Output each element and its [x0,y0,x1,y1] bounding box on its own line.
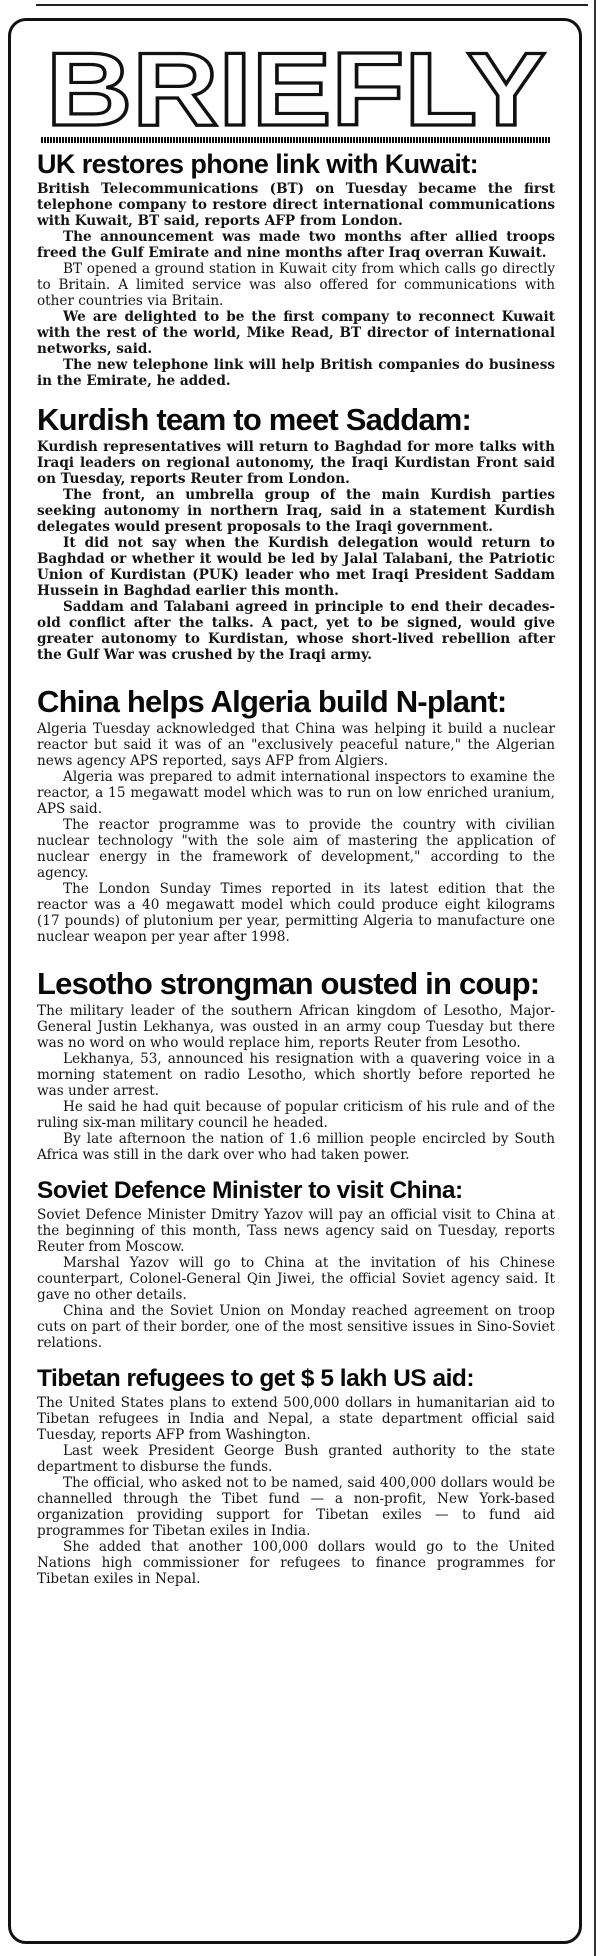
masthead-rule [41,137,551,143]
story-headline: Lesotho strongman ousted in coup: [37,966,540,1001]
story-lead: Algeria Tuesday acknowledged that China was helping it build a nuclear reactor but said it was of an "exclusively peaceful nature," the Algerian news agency APS reported, says AFP from Algiers. [37,721,555,769]
story-uk-kuwait [37,149,555,389]
story-lesotho [37,967,555,1163]
story-headline: Tibetan refugees to get $ 5 lakh US aid: [37,1365,474,1392]
story-lead: The United States plans to extend 500,000 dollars in humanitarian aid to Tibetan refugees in India and Nepal, a state department official said Tuesday, reports AFP from Washington. [37,1395,555,1443]
story-lead: Soviet Defence Minister Dmitry Yazov will pay an official visit to China at the beginning of this month, Tass news agency said on Tuesday, reports Reuter from Moscow. [37,1207,555,1255]
story-paragraph: The official, who asked not to be named, said 400,000 dollars would be channelled through the Tibet fund — a non-profit, New York-based organization providing support for Tibetan exiles — to fund aid programmes for Tibetan exiles in India. [37,1475,555,1539]
story-paragraph: The announcement was made two months after allied troops freed the Gulf Emirate and nine months after Iraq overran Kuwait. [37,229,555,261]
story-paragraph: The London Sunday Times reported in its latest edition that the reactor was a 40 megawatt model which could produce eight kilograms (17 pounds) of plutonium per year, permitting Algeria to manufacture one nuclear weapon per year after 1998. [37,881,555,945]
story-lead: British Telecommunications (BT) on Tuesday became the first telephone company to restore direct international communications with Kuwait, BT said, reports AFP from London. [37,181,555,229]
story-paragraph: Algeria was prepared to admit international inspectors to examine the reactor, a 15 megawatt model which was to run on low enriched uranium, APS said. [37,769,555,817]
story-headline: UK restores phone link with Kuwait: [37,149,479,179]
story-paragraph: Last week President George Bush granted authority to the state department to disburse the funds. [37,1443,555,1475]
story-headline: China helps Algeria build N-plant: [37,684,507,719]
story-headline: Soviet Defence Minister to visit China: [37,1177,463,1204]
story-paragraph: The new telephone link will help British companies do business in the Emirate, he added. [37,357,555,389]
story-paragraph: Saddam and Talabani agreed in principle to end their decades-old conflict after the talks. A pact, yet to be signed, would give greater autonomy to Kurdistan, whose short-lived rebellion after the Gulf War was crushed by the Iraqi army. [37,599,555,663]
story-paragraph: It did not say when the Kurdish delegation would return to Baghdad or whether it would be led by Jalal Talabani, the Patriotic Union of Kurdistan (PUK) leader who met Iraqi President Saddam Hussein in Baghdad earlier this month. [37,535,555,599]
story-paragraph: The front, an umbrella group of the main Kurdish parties seeking autonomy in northern Iraq, said in a statement Kurdish delegates would present proposals to the Iraqi government. [37,487,555,535]
story-kurdish-team [37,403,555,663]
story-paragraph: China and the Soviet Union on Monday reached agreement on troop cuts on part of their border, one of the most sensitive issues in Sino-Soviet relations. [37,1303,555,1351]
story-lead: The military leader of the southern African kingdom of Lesotho, Major-General Justin Lekhanya, was ousted in an army coup Tuesday but there was no word on who would replace him, reports Reuter from Lesotho. [37,1003,555,1051]
stories-column [37,149,555,1587]
masthead-title: BRIEFLY [46,43,546,133]
masthead-outline-title [41,43,551,133]
story-paragraph: We are delighted to be the first company to reconnect Kuwait with the rest of the world, Mike Read, BT director of international networks, said. [37,309,555,357]
story-tibetan-refugees [37,1365,555,1587]
column-divider-line [594,0,596,1956]
story-paragraph: Lekhanya, 53, announced his resignation with a quavering voice in a morning statement on radio Lesotho, which shortly before reported he was under arrest. [37,1051,555,1099]
story-lead: Kurdish representatives will return to Baghdad for more talks with Iraqi leaders on regional autonomy, the Iraqi Kurdistan Front said on Tuesday, reports Reuter from London. [37,439,555,487]
story-paragraph: Marshal Yazov will go to China at the invitation of his Chinese counterpart, Colonel-General Qin Jiwei, the official Soviet agency said. It gave no other details. [37,1255,555,1303]
story-soviet-defence [37,1177,555,1351]
story-paragraph: The reactor programme was to provide the country with civilian nuclear technology "with the sole aim of mastering the application of nuclear energy in the framework of development," according to the agency. [37,817,555,881]
top-border-line [36,4,588,6]
story-paragraph: He said he had quit because of popular criticism of his rule and of the ruling six-man military council he headed. [37,1099,555,1131]
briefly-box [8,18,582,1944]
story-paragraph: By late afternoon the nation of 1.6 million people encircled by South Africa was still in the dark over who had taken power. [37,1131,555,1163]
story-headline: Kurdish team to meet Saddam: [37,402,472,437]
story-paragraph: BT opened a ground station in Kuwait city from which calls go directly to Britain. A limited service was also offered for communications with other countries via Britain. [37,261,555,309]
story-paragraph: She added that another 100,000 dollars would go to the United Nations high commissioner for refugees to finance programmes for Tibetan exiles in Nepal. [37,1539,555,1587]
masthead [41,43,551,133]
story-china-algeria [37,685,555,945]
